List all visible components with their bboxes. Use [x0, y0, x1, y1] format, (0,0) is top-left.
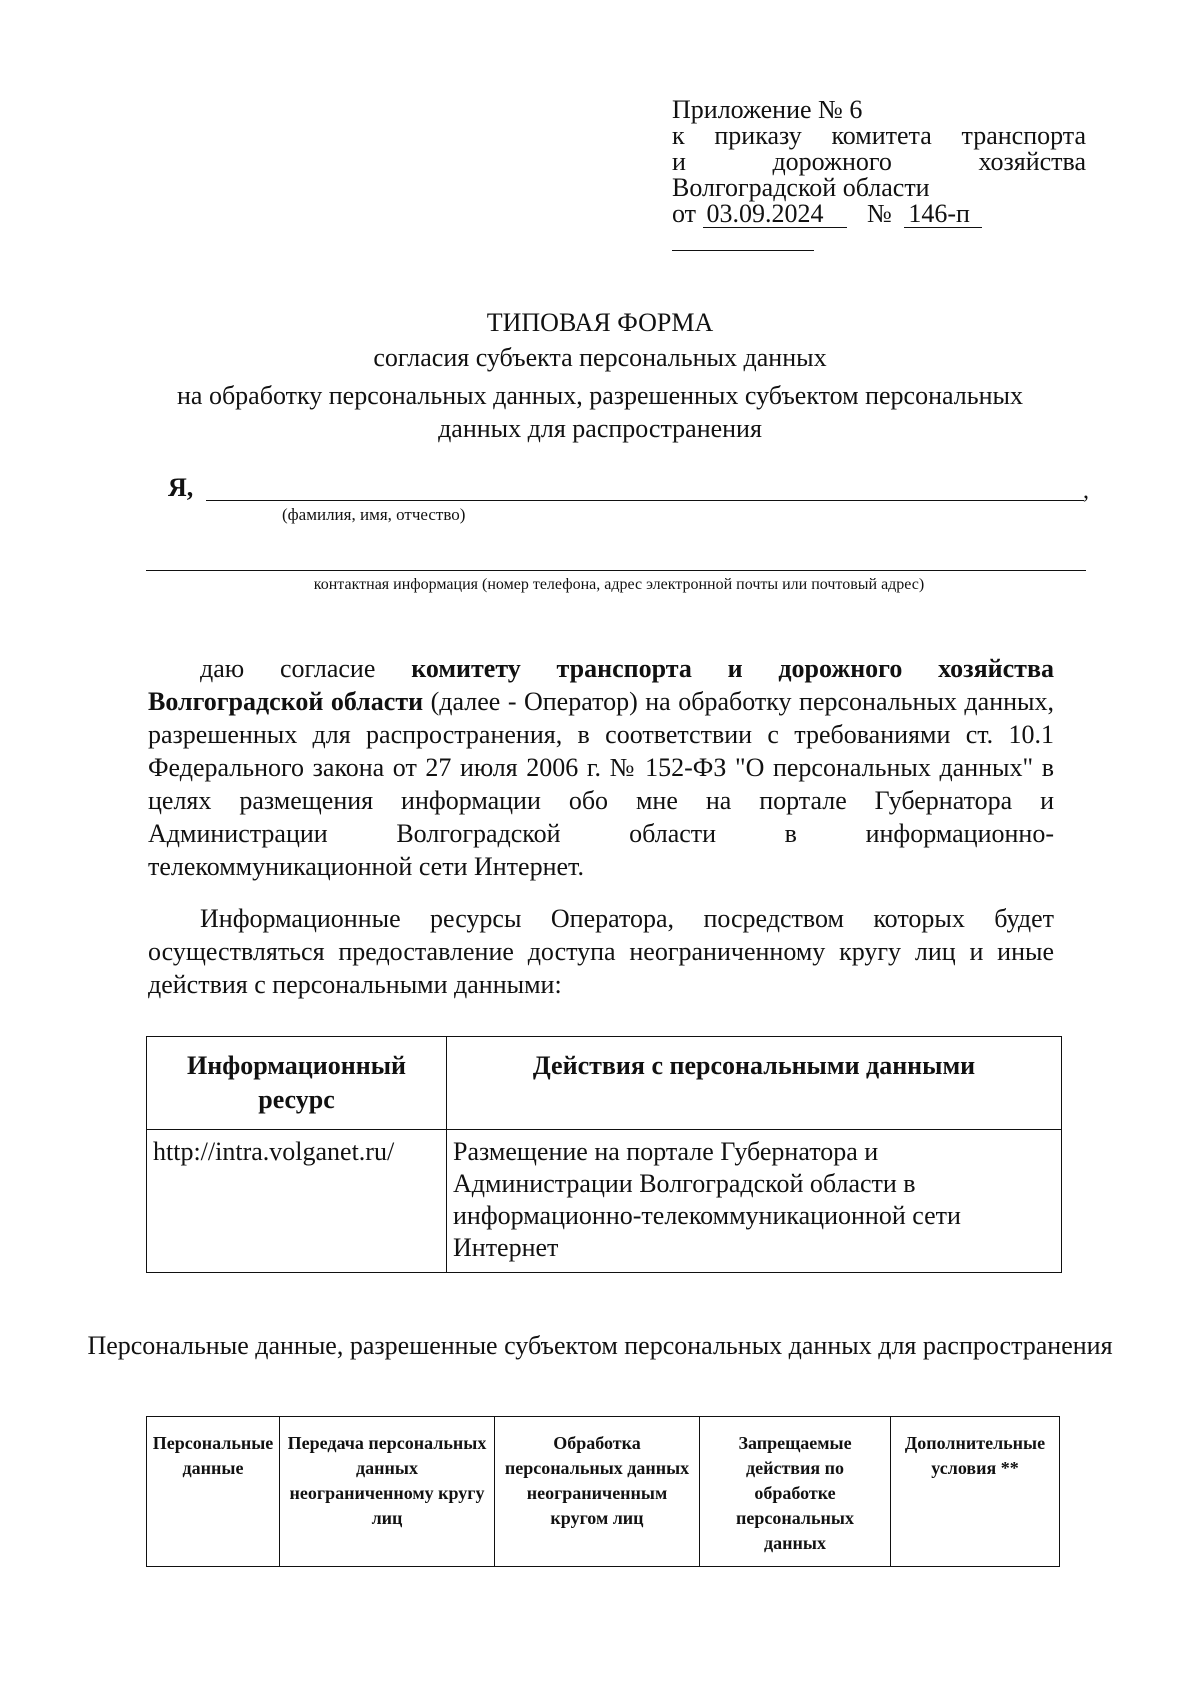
personal-data-header-row [147, 1417, 1060, 1567]
annex-title: Приложение № 6 [672, 95, 863, 124]
contact-info-field[interactable] [146, 570, 1086, 571]
consent-lead: даю согласие [200, 654, 376, 683]
resources-intro: Информационные ресурсы Оператора, посредством которых будет осуществляться предоставление доступа неограниченному кругу лиц и иные действия с персональными данными: [148, 904, 1054, 999]
annex-order-line: к приказу комитета транспорта [672, 121, 1086, 150]
full-name-caption: (фамилия, имя, отчество) [282, 505, 466, 524]
pd-header-conditions: Дополнительные условия ** [891, 1417, 1060, 1567]
annex-number-label: № [867, 199, 892, 228]
resources-header-resource: Информационный ресурс [147, 1037, 447, 1130]
resource-action: Размещение на портале Губернатора и Администрации Волгоградской области в информационно-телекоммуникационной сети Интернет [447, 1130, 1062, 1273]
pd-header-processing: Обработка персональных данных неограниченным кругом лиц [495, 1417, 700, 1567]
annex-date-line [672, 201, 1086, 228]
ya-label: Я, [168, 473, 194, 502]
personal-data-title: Персональные данные, разрешенные субъектом персональных данных для распространения [87, 1331, 1113, 1360]
consent-body: (далее - Оператор) на обработку персональных данных, разрешенных для распространения, в соответствии с требованиями ст. 10.1 Федерального закона от 27 июля 2006 г. № 152-ФЗ "О персональных данных" в целях размещения информации обо мне на портале Губернатора и Администрации Волгоградской области в информационно-телекоммуникационной сети Интернет. [148, 687, 1054, 881]
table-row [147, 1130, 1062, 1273]
resources-header-actions: Действия с персональными данными [447, 1037, 1062, 1130]
form-subtitle-2: на обработку персональных данных, разрешенных субъектом персональных [177, 381, 1023, 410]
personal-data-table [146, 1416, 1060, 1567]
form-title: ТИПОВАЯ ФОРМА [486, 308, 714, 337]
resource-url[interactable]: http://intra.volganet.ru/ [147, 1130, 447, 1273]
full-name-field[interactable] [206, 500, 1084, 501]
annex-region-line: Волгоградской области [672, 173, 930, 202]
contact-info-caption: контактная информация (номер телефона, адрес электронной почты или почтовый адрес) [313, 576, 925, 593]
consent-paragraph [148, 652, 1054, 883]
resources-table-header [147, 1037, 1062, 1130]
pd-header-transfer: Передача персональных данных неограниченному кругу лиц [280, 1417, 495, 1567]
annex-from-label: от [672, 199, 697, 228]
annex-date: 03.09.2024 [703, 201, 847, 228]
annex-divider [672, 250, 814, 251]
annex-block [672, 97, 1086, 228]
annex-committee-line: и дорожного хозяйства [672, 147, 1086, 176]
annex-number: 146-п [904, 201, 982, 228]
pd-header-prohibited: Запрещаемые действия по обработке персональных данных [700, 1417, 891, 1567]
name-comma: , [1083, 478, 1089, 504]
form-subtitle-1: согласия субъекта персональных данных [373, 343, 827, 372]
operator-name: комитету транспорта и дорожного хозяйства Волгоградской области [148, 654, 1054, 716]
pd-header-data: Персональные данные [147, 1417, 280, 1567]
form-subtitle-3: данных для распространения [438, 414, 762, 443]
resources-table [146, 1036, 1062, 1273]
